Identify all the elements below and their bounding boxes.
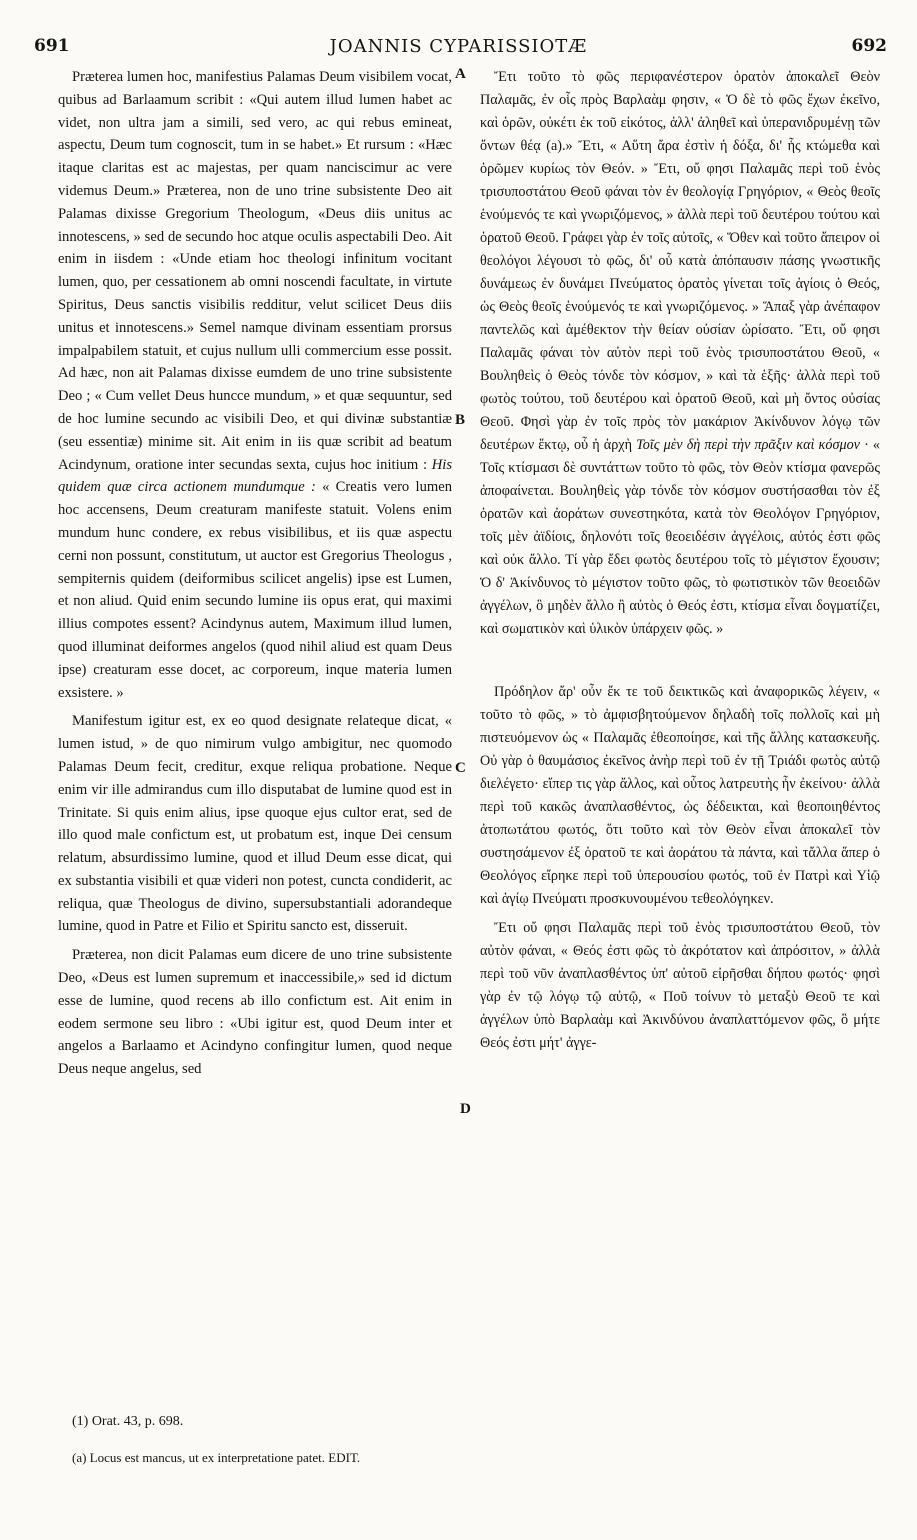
greek-paragraph-3: Ἔτι οὔ φησι Παλαμᾶς περὶ τοῦ ἑνὸς τρισυποστάτου Θεοῦ, τὸν αὐτὸν φάναι, « Θεός ἐστι φῶς τὸ ἀκρότατον καὶ ἀπρόσιτον, » ἀλλὰ περὶ τοῦ νῦν ἀναπλασθέντος ὑπ' αὐτοῦ εἰρῆσθαι δήπου φωτός· φησὶ γὰρ ἐν τῷ λόγῳ τῷ αὐτῷ, « Ποῦ τοίνυν τὸ μεταξὺ Θεοῦ τε καὶ ἀγγέλων ὑπὸ Βαρλαὰμ καὶ Ἀκινδύνου ἀναπλαττόμενον φῶς, ὃ μήτε Θεός ἐστι μήτ' ἀγγε- — [480, 920, 880, 1051]
latin-text: Præterea lumen hoc, manifestius Palamas Deum visibilem vocat, quibus ad Barlaamum scribit : «Qui autem illud lumen habet ac videt, non ultra jam a simili, sed vero, ac qui rebus emineat, aspectu, Deum tum cognoscit, tum in se habet.» Et rursum : «Hæc itaque claritas est ac majestas, per quam nanciscimur ac vere videmus Deum.» Præterea, non de uno trine subsistente Deo ait Palamas dixisse Gregorium Theologum, «Deus diis unitus ac innotescens, » sed de secundo hoc atque oculis aspectabili Deo. Ait enim in iisdem : «Unde etiam hoc theologi infinitum vocitant lumen, quo, per cessationem ab omni noscendi facultate, in virtute Spiritus, Deus sanctis visibilis redditur, velut scilicet Deus diis unitus et innotescens.» Semel namque divinam essentiam prorsus impalpabilem statuit, et cujus nullum ulli commercium esse possit. Ad hæc, non ait Palamas dixisse eumdem de uno trine subsistente Deo ; « Cum vellet Deus huncce mundum, » et quæ sequuntur, sed de hoc lumine secundo ac visibili Deo, et qui divinæ substantiæ (seu essentiæ) minime sit. Ait enim in iis quæ scribit ad beatum Acindynum, oratione inter secundas sexta, cujus hoc initium : — [58, 69, 452, 473]
greek-text: · « Τοῖς κτίσμασι δὲ συντάττων τοῦτο τὸ φῶς, τὸν Θεὸν κτίσμα φανερῶς ἀποφαίνεται. Βουληθεὶς γὰρ τόνδε τὸν κόσμον συστήσασθαι τὸν ἐξ ὁρατῶν καὶ ἀοράτων συνεστηκότα, κατὰ τὸν Θεολόγον Γρηγόριον, τοῖς μὲν ἀϊδίοις, δηλονότι τοῖς θεοειδέσιν ἀγγέλοις, αὐτός ἐστι φῶς καὶ οὐκ ἄλλο. Τί γὰρ ἔδει φωτὸς δευτέρου τοῖς τὸ μέγιστον ἔχουσιν; Ὁ δ' Ἀκίνδυνος τὸ μέγιστον τοῦτο φῶς, τὸ φωτιστικὸν τῶν θεοειδῶν ἀγγέλων, ὃ μηδὲν ἄλλο ἢ αὐτὸς ὁ Θεός ἐστι, κτίσμα εἶναι δογματίζει, καὶ σωματικὸν καὶ ὑλικὸν ὑπάρχειν φῶς. » — [480, 437, 880, 637]
greek-text: Ἔτι τοῦτο τὸ φῶς περιφανέστερον ὁρατὸν ἀποκαλεῖ Θεὸν Παλαμᾶς, ἐν οἷς πρὸς Βαρλαὰμ φησιν, « Ὁ δὲ τὸ φῶς ἔχων ἐκεῖνο, καὶ ὁρῶν, οὐκέτι ἐκ τοῦ εἰκότος, ἀλλ' ἀληθεῖ καὶ ὑπερανιδρυμένῃ τῶν ὄντων θέᾳ (a).» Ἔτι, « Αὕτη ἄρα ἐστὶν ἡ δόξα, δι' ἧς κτώμεθα καὶ ὁρῶμεν κυρίως τὸν Θεόν. » Ἔτι, οὔ φησι Παλαμᾶς περὶ τοῦ ἑνὸς τρισυποστάτου Θεοῦ φάναι τὸν ἐν θεολογίᾳ Γρηγόριον, « Θεὸς θεοῖς ἑνούμενός τε καὶ γνωριζόμενος, » ἀλλὰ περὶ τοῦ δευτέρου τούτου καὶ ὁρατοῦ Θεοῦ. Γράφει γὰρ ἐν τοῖς αὐτοῖς, « Ὅθεν καὶ τοῦτο ἄπειρον οἱ θεολόγοι λέγουσι τὸ φῶς, δι' οὗ κατὰ ἀπόπαυσιν πάσης γνωστικῆς δυνάμεως ἐν δυνάμει Πνεύματος ὁρατὸς γίνεται τοῖς ἁγίοις ὁ Θεός, ὡς Θεὸς θεοῖς ἑνούμενός τε καὶ γνωριζόμενος. » Ἅπαξ γὰρ ἀνέπαφον παντελῶς καὶ ἀμέθεκτον τὴν θείαν οὐσίαν ὡρίσατο. Ἔτι, οὔ φησι Παλαμᾶς φάναι τὸν αὐτὸν περὶ τοῦ ἑνὸς τρισυποστάτου Θεοῦ, « Βουληθεὶς ὁ Θεὸς τόνδε τὸν κόσμον, » καὶ τὰ ἑξῆς· ἀλλὰ περὶ τοῦ φωτὸς τούτου, τοῦ δευτέρου καὶ ὁρατοῦ Θεοῦ, καὶ μὴ ὄντος οὐσίας Θεοῦ. Φησὶ γὰρ ἐν τοῖς πρὸς τὸν μακάριον Ἀκίνδυνον λόγῳ τῶν δευτέρων ἕκτῳ, οὗ ἡ ἀρχὴ — [480, 69, 880, 453]
latin-incipit: His quidem quæ circa actionem mundumque : — [58, 456, 452, 496]
greek-paragraph-2: Πρόδηλον ἄρ' οὖν ἔκ τε τοῦ δεικτικῶς καὶ ἀναφορικῶς λέγειν, « τοῦτο τὸ φῶς, » τὸ ἀμφισβητούμενον δηλαδὴ τοῖς πολλοῖς καὶ μὴ πιστευόμενον ὡς « Παλαμᾶς ἐθεοποίησε, καὶ τῆς ἄλλης κατασκευῆς. Οὐ γὰρ ὁ θαυμάσιος ἐκεῖνος ἀνὴρ περὶ τοῦ ἐν τῇ Τριάδι φωτὸς αὐτῷ διελέγετο· εἴπερ τις γὰρ ἄλλος, καὶ οὗτος λατρευτὴς ἦν ἐκείνου· ἀλλὰ περὶ τοῦ κακῶς ἀναπλασθέντος, ὡς δέδεικται, καὶ θεοποιηθέντος ἀτοπωτάτου φωτός, ὅτι τοῦτο καὶ τὸν Θεὸν εἶναι ἀποκαλεῖ τὸν συστησάμενον ἐξ ὁρατοῦ τε καὶ ἀοράτου τὰ πάντα, καὶ τἄλλα ἅπερ ὁ Θεολόγος εἴρηκε περὶ τοῦ ὑπερουσίου φωτός, τοῦ ἐν Πατρὶ καὶ Υἱῷ καὶ ἁγίῳ Πνεύματι προσκυνουμένου τεθεολόγηκεν. — [480, 684, 880, 907]
margin-letter-a: A — [455, 66, 466, 82]
margin-letter-c: C — [455, 760, 466, 776]
greek-paragraph-1 — [480, 66, 880, 641]
latin-text: « Creatis vero lumen hoc accensens, Deum creaturam manifeste statuit. Volens enim mundum hunc condere, ex rebus visibilibus, et iis quæ aspectu cerni non possunt, constitutum, ut auctor est Gregorius Theologus , sempiternis quidem (deiformibus scilicet angelis) ipse est Lumen, et non aliud. Quid enim secundo lumine iis opus erat, qui maximi illius compotes essent? Acindynus autem, Maximum illud lumen, quod illuminat deiformes angelos (quod nihil aliud est quam Deus ipse) creaturam esse docet, ac corporeum, inque materia lumen exsistere. » — [58, 479, 452, 701]
footnote-a: (a) Locus est mancus, ut ex interpretatione patet. EDIT. — [72, 1450, 361, 1465]
page-number-right: 692 — [851, 36, 887, 56]
latin-paragraph-1 — [58, 66, 452, 704]
margin-letter-d: D — [460, 1101, 471, 1117]
margin-letter-b: B — [455, 412, 466, 428]
running-title: JOANNIS CYPARISSIOTÆ — [329, 36, 588, 57]
latin-paragraph-3: Præterea, non dicit Palamas eum dicere de uno trine subsistente Deo, «Deus est lumen supremum et inaccessibile,» sed id dictum esse de lumine, quod recens ab illo confictum est. Ait enim in eodem sermone seu libro : «Ubi igitur est, quod Deum inter et angelos a Barlaamo et Acindyno confingitur lumen, quod neque Deus neque angelus, sed — [58, 947, 452, 1078]
page-number-left: 691 — [34, 36, 70, 56]
latin-column — [58, 66, 452, 1081]
greek-column — [480, 66, 880, 1055]
greek-incipit: Τοῖς μὲν δὴ περὶ τὴν πρᾶξιν καὶ κόσμον — [636, 437, 860, 453]
footnote-1: (1) Orat. 43, p. 698. — [72, 1414, 184, 1429]
latin-paragraph-2: Manifestum igitur est, ex eo quod designate relateque dicat, « lumen istud, » de quo nimirum vulgo ambigitur, nec quomodo Palamas Deum fecit, creditur, exque reliqua probatione. Neque enim vir ille admirandus cum illo disputabat de lumine quod est in Trinitate. Si quis enim alius, ipse quoque ejus cultor erat, sed de illo quod male confictum est, ut probatum est, inque Dei censum relatum, absurdissimo lumine, quod et illud Deum esse dicat, qui ex substantia visibili et quæ videri non potest, cuncta condiderit, ac reliqua, quæ Theologus de divino, supersubstantiali adorandeque lumine, quod in Patre et Filio et Spiritu sancto est, disseruit. — [58, 713, 452, 935]
